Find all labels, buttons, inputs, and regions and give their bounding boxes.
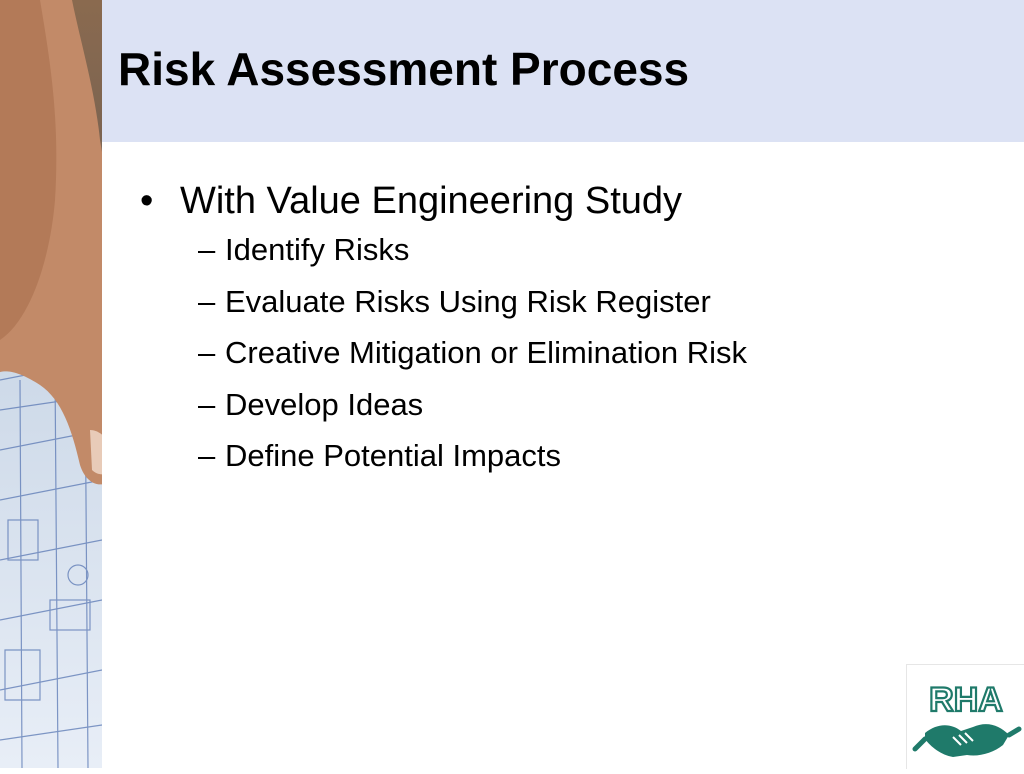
handshake-icon	[915, 724, 1019, 757]
dash-marker: –	[198, 283, 216, 319]
sub-bullet	[140, 436, 1000, 488]
sub-bullet-text: Creative Mitigation or Elimination Risk	[225, 335, 748, 370]
hand-blueprint-photo	[0, 0, 102, 768]
sub-bullet-list	[140, 230, 1000, 488]
dash-marker: –	[198, 335, 216, 370]
sub-bullet-text: Evaluate Risks Using Risk Register	[225, 283, 711, 319]
bullet-marker: •	[140, 180, 154, 222]
sub-bullet	[140, 385, 1000, 437]
logo-text: RHA	[929, 681, 1003, 719]
dash-marker: –	[198, 232, 216, 267]
main-bullet-text: With Value Engineering Study	[180, 180, 683, 222]
bullet-content	[140, 178, 1000, 488]
sub-bullet-text: Develop Ideas	[225, 386, 424, 422]
main-bullet	[140, 178, 1000, 230]
sub-bullet	[140, 230, 1000, 282]
dash-marker: –	[198, 438, 216, 473]
sub-bullet-text: Identify Risks	[225, 232, 410, 267]
dash-marker: –	[198, 386, 216, 422]
slide-title: Risk Assessment Process	[118, 43, 690, 95]
sub-bullet	[140, 333, 1000, 385]
sub-bullet	[140, 282, 1000, 334]
sub-bullet-text: Define Potential Impacts	[225, 438, 562, 473]
rha-logo	[906, 664, 1024, 769]
